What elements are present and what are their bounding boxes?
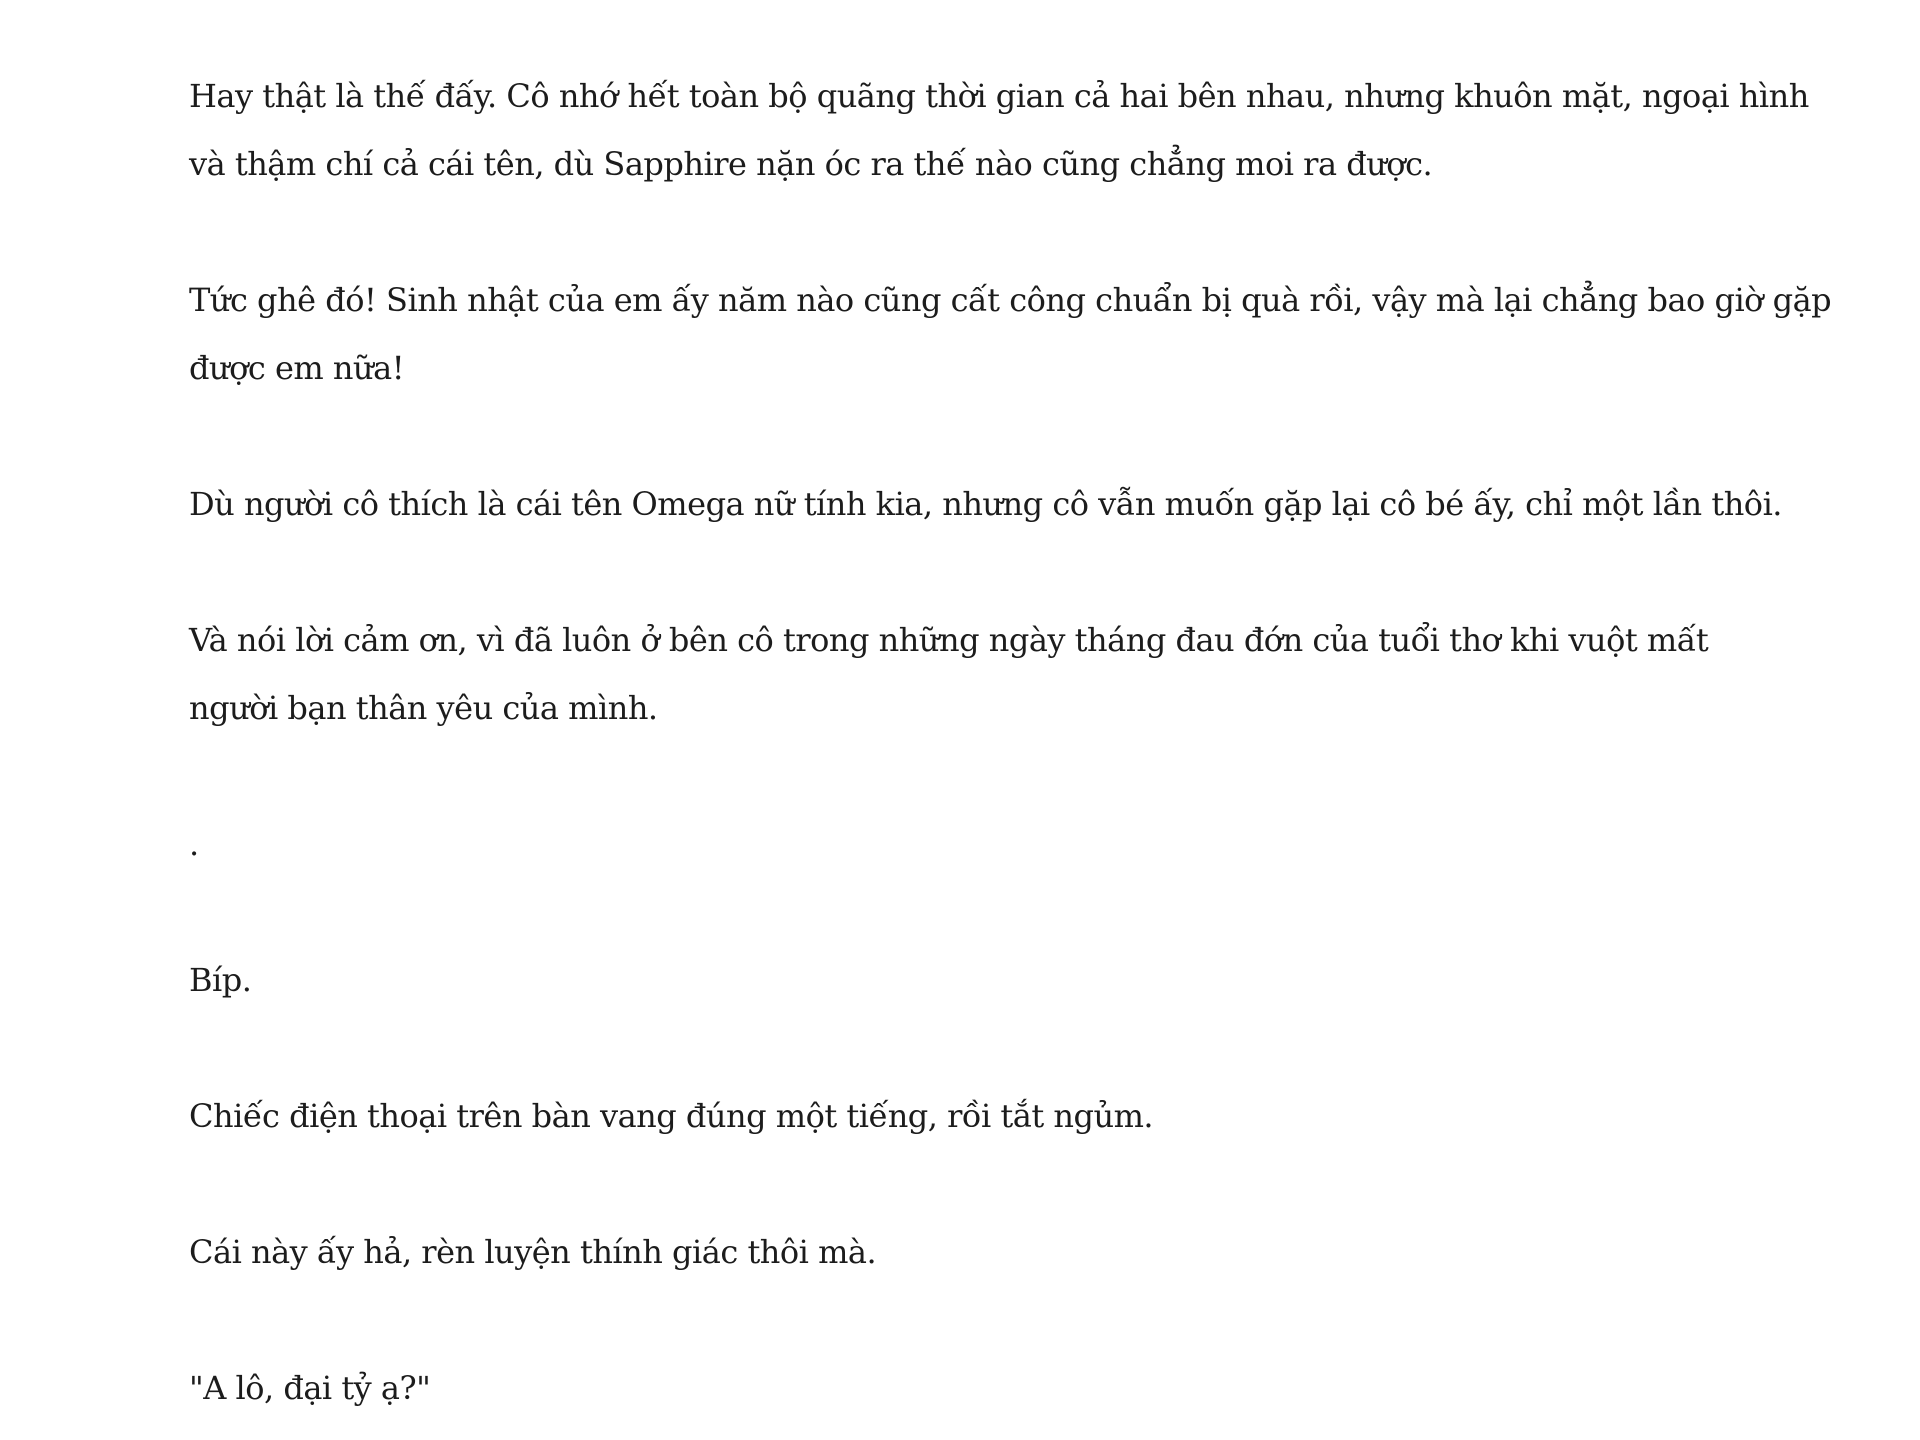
paragraph-9-line-1: "A lô, đại tỷ ạ?" <box>189 1369 431 1407</box>
paragraph-6-line-1: Bíp. <box>189 961 252 999</box>
paragraph-7-line-1: Chiếc điện thoại trên bàn vang đúng một tiếng, rồi tắt ngủm. <box>189 1097 1154 1135</box>
paragraph-1-line-2: và thậm chí cả cái tên, dù Sapphire nặn óc ra thế nào cũng chẳng moi ra được. <box>189 145 1433 183</box>
paragraph-4-line-1: Và nói lời cảm ơn, vì đã luôn ở bên cô trong những ngày tháng đau đớn của tuổi thơ khi vuột mất <box>189 621 1709 659</box>
paragraph-1-line-1: Hay thật là thế đấy. Cô nhớ hết toàn bộ quãng thời gian cả hai bên nhau, nhưng khuôn mặt, ngoại hình <box>189 77 1809 115</box>
paragraph-2-line-2: được em nữa! <box>189 349 405 387</box>
paragraph-8-line-1: Cái này ấy hả, rèn luyện thính giác thôi mà. <box>189 1233 877 1271</box>
paragraph-3-line-1: Dù người cô thích là cái tên Omega nữ tính kia, nhưng cô vẫn muốn gặp lại cô bé ấy, chỉ một lần thôi. <box>189 485 1782 523</box>
paragraph-4-line-2: người bạn thân yêu của mình. <box>189 689 658 727</box>
paragraph-2-line-1: Tức ghê đó! Sinh nhật của em ấy năm nào cũng cất công chuẩn bị quà rồi, vậy mà lại chẳng bao giờ gặp <box>189 281 1832 319</box>
scene-break-dot: . <box>189 825 199 863</box>
